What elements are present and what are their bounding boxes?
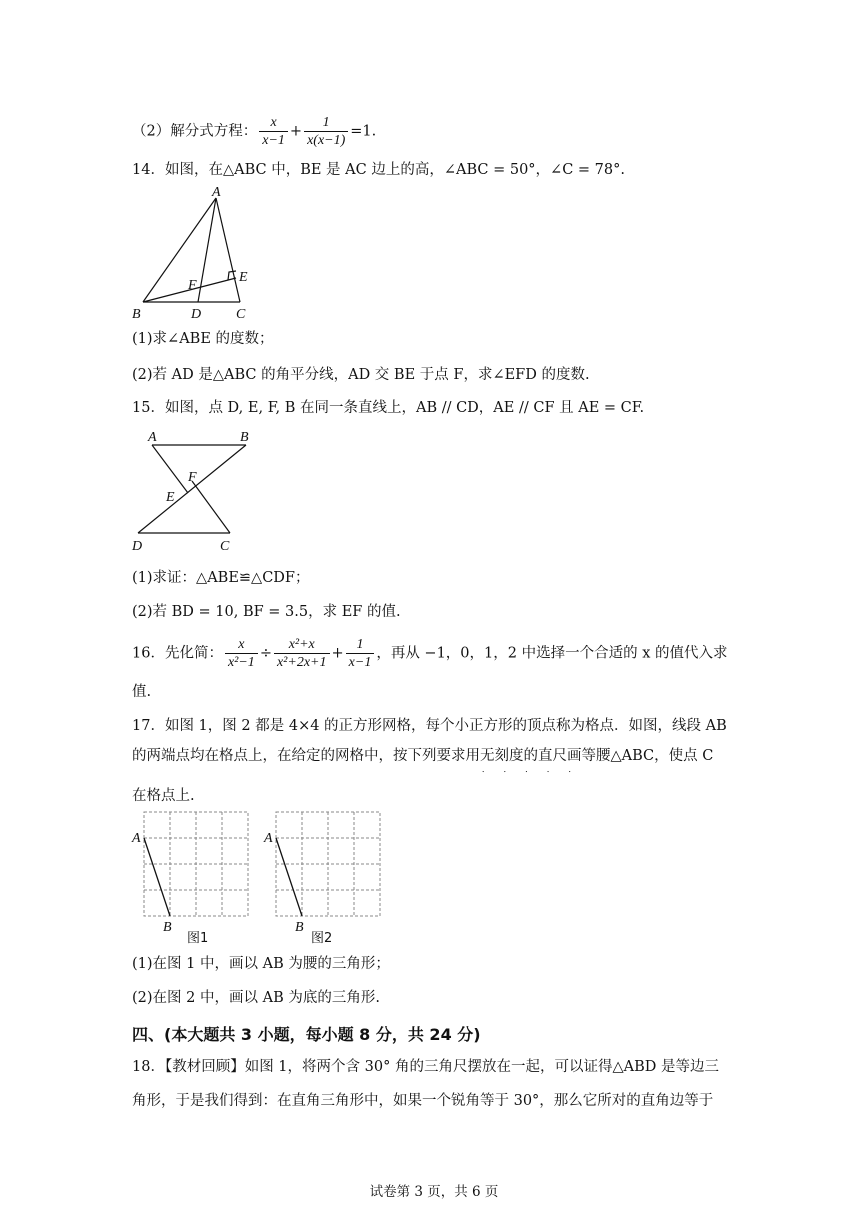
q14-figure [130, 186, 290, 326]
q15-label-e: E [166, 490, 175, 505]
q13-part2-label: （2）解分式方程： [132, 123, 258, 140]
q17-part2: (2)在图 2 中，画以 AB 为底的三角形. [132, 990, 380, 1006]
q17-line1: 17．如图 1，图 2 都是 4×4 的正方形网格，每个小正方形的顶点称为格点．如图，线段 AB [132, 718, 727, 734]
q15-label-b: B [240, 430, 249, 445]
q14-label-e: E [239, 270, 248, 285]
q13-frac1: $\frac{x}{x-1}$ [259, 114, 288, 149]
q13-frac2: $\frac{1}{x(x-1)}$ [304, 114, 348, 149]
q14-part1: (1)求∠ABE 的度数； [132, 331, 274, 347]
q15-label-f: F [188, 470, 197, 485]
q15-part1: (1)求证：△ABE≌△CDF； [132, 570, 310, 586]
q16-frac3: $\frac{1}{x-1}$ [346, 636, 375, 671]
q14-label-d: D [191, 307, 202, 322]
q18-line2: 角形，于是我们得到：在直角三角形中，如果一个锐角等于 30°，那么它所对的直角边等于 [132, 1093, 714, 1109]
q17-fig1-point-b: B [163, 920, 172, 935]
q18-line1: 18．【教材回顾】如图 1，将两个含 30° 角的三角尺摆放在一起，可以证得△ABD 是等边三 [132, 1059, 719, 1075]
q15-label-c: C [220, 539, 230, 554]
q16-frac1: $\frac{x}{\text{x²−1}}$ [225, 636, 258, 671]
section-4-title: 四、(本大题共 3 小题，每小题 8 分，共 24 分) [132, 1025, 481, 1044]
q17-figure1 [130, 806, 250, 946]
q17-line2: 的两端点均在格点上，在给定的网格中，按下列要求用无刻度的直尺 • • •画等腰△ABC，使点 C [132, 746, 713, 766]
page-footer: 试卷第 3 页，共 6 页 [369, 1184, 499, 1200]
q17-figure2 [262, 806, 382, 946]
q15-stem: 15．如图，点 D, E, F, B 在同一条直线上，AB // CD，AE // CF 且 AE = CF. [132, 400, 645, 416]
q16-frac2: $\frac{\text{x²+x}}{\text{x²+2x+1}}$ [274, 636, 330, 671]
q17-line3: 在格点上. [132, 788, 195, 804]
q15-part2: (2)若 BD = 10, BF = 3.5，求 EF 的值. [132, 604, 401, 620]
q13-part2: （2）解分式方程： $\frac{x}{x-1}$ + $\frac{1}{x(x-1)}$ =1. [132, 115, 377, 148]
q17-emphasis: 无刻度的直尺 • • • [480, 748, 567, 764]
q17-part1: (1)在图 1 中，画以 AB 为腰的三角形； [132, 956, 390, 972]
q14-label-c: C [236, 307, 246, 322]
q17-fig2-caption: 图2 [311, 931, 333, 946]
q15-figure [130, 425, 270, 560]
q17-fig2-point-a: A [264, 831, 273, 846]
q14-label-a: A [212, 185, 221, 200]
q14-label-f: F [188, 278, 197, 293]
q16-tail2: 值. [132, 684, 152, 700]
q14-part2: (2)若 AD 是△ABC 的角平分线，AD 交 BE 于点 F，求∠EFD 的度数. [132, 367, 590, 383]
q17-fig1-caption: 图1 [187, 931, 209, 946]
q14-label-b: B [132, 307, 141, 322]
q16-stem: 16．先化简： $\frac{x}{\text{x²−1}}$ ÷ $\frac{\text{x²+x}}{\text{x²+2x+1}}$ + $\frac{1}{x-1}$ ，再从 −1，0，1，2 中选择一个合适的 x 的值代入求 [132, 637, 728, 670]
q17-fig1-point-a: A [132, 831, 141, 846]
q15-label-a: A [148, 430, 157, 445]
q15-label-d: D [132, 539, 143, 554]
q17-fig2-point-b: B [295, 920, 304, 935]
q14-stem: 14．如图，在△ABC 中，BE 是 AC 边上的高，∠ABC = 50°，∠C = 78°. [132, 162, 625, 178]
